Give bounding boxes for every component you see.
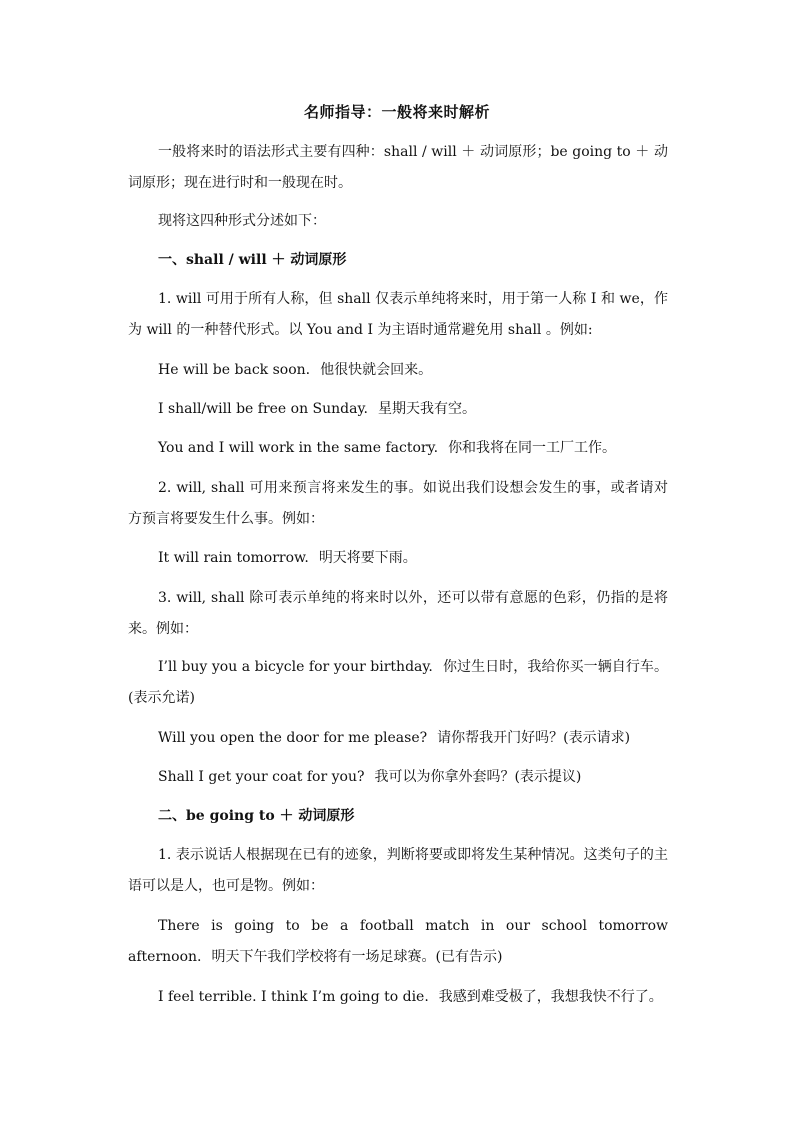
- example-chinese: 我感到难受极了，我想我快不行了。: [438, 989, 663, 1005]
- example-chinese: 请你帮我开门好吗？(表示请求): [437, 730, 631, 746]
- example-english: It will rain tomorrow.: [158, 550, 309, 566]
- example-english: I’ll buy you a bicycle for your birthday.: [158, 659, 433, 675]
- example-item: [128, 911, 668, 973]
- example-item: [128, 652, 668, 714]
- example-item: [158, 360, 668, 380]
- example-item: [158, 548, 668, 568]
- example-item: [158, 399, 668, 419]
- example-chinese: 你和我将在同一工厂工作。: [448, 440, 617, 456]
- example-english: There is going to be a football match in our school tomorrow afternoon.: [128, 918, 668, 965]
- example-english: Will you open the door for me please?: [158, 730, 428, 746]
- example-item: [158, 767, 668, 787]
- example-english: Shall I get your coat for you?: [158, 769, 365, 785]
- section1-point2: 2. will, shall 可用来预言将来发生的事。如说出我们设想会发生的事，或者请对方预言将要发生什么事。例如：: [128, 480, 668, 527]
- example-item: [158, 438, 668, 458]
- section2-point1: 1. 表示说话人根据现在已有的迹象，判断将要或即将发生某种情况。这类句子的主语可以是人，也可是物。例如：: [128, 847, 668, 894]
- section2-heading: 二、be going to ＋ 动词原形: [158, 808, 355, 824]
- example-chinese: 明天将要下雨。: [318, 550, 417, 566]
- example-chinese: 星期天我有空。: [378, 401, 476, 417]
- section1-point3: 3. will, shall 除可表示单纯的将来时以外，还可以带有意愿的色彩，仍指的是将来。例如：: [128, 590, 668, 637]
- overview-paragraph: 现将这四种形式分述如下：: [158, 213, 326, 229]
- example-english: You and I will work in the same factory.: [158, 440, 439, 456]
- example-english: He will be back soon.: [158, 362, 311, 378]
- intro-paragraph: 一般将来时的语法形式主要有四种：shall / will ＋ 动词原形；be going to ＋ 动词原形；现在进行时和一般现在时。: [128, 144, 668, 191]
- section1-point1: 1. will 可用于所有人称，但 shall 仅表示单纯将来时，用于第一人称 I 和 we，作为 will 的一种替代形式。以 You and I 为主语时通常避免用 shall 。例如:: [128, 291, 668, 338]
- example-english: I shall/will be free on Sunday.: [158, 401, 368, 417]
- example-english: I feel terrible. I think I’m going to die.: [158, 989, 429, 1005]
- example-item: [158, 987, 668, 1007]
- page-title: 名师指导：一般将来时解析: [303, 103, 490, 121]
- example-chinese: 明天下午我们学校将有一场足球赛。(已有告示): [211, 949, 503, 965]
- example-item: [158, 728, 668, 748]
- example-chinese: 你过生日时，我给你买一辆自行车。(表示允诺): [128, 659, 668, 706]
- section1-heading: 一、shall / will ＋ 动词原形: [158, 252, 347, 268]
- example-chinese: 他很快就会回来。: [320, 362, 433, 378]
- example-chinese: 我可以为你拿外套吗？(表示提议): [374, 769, 582, 785]
